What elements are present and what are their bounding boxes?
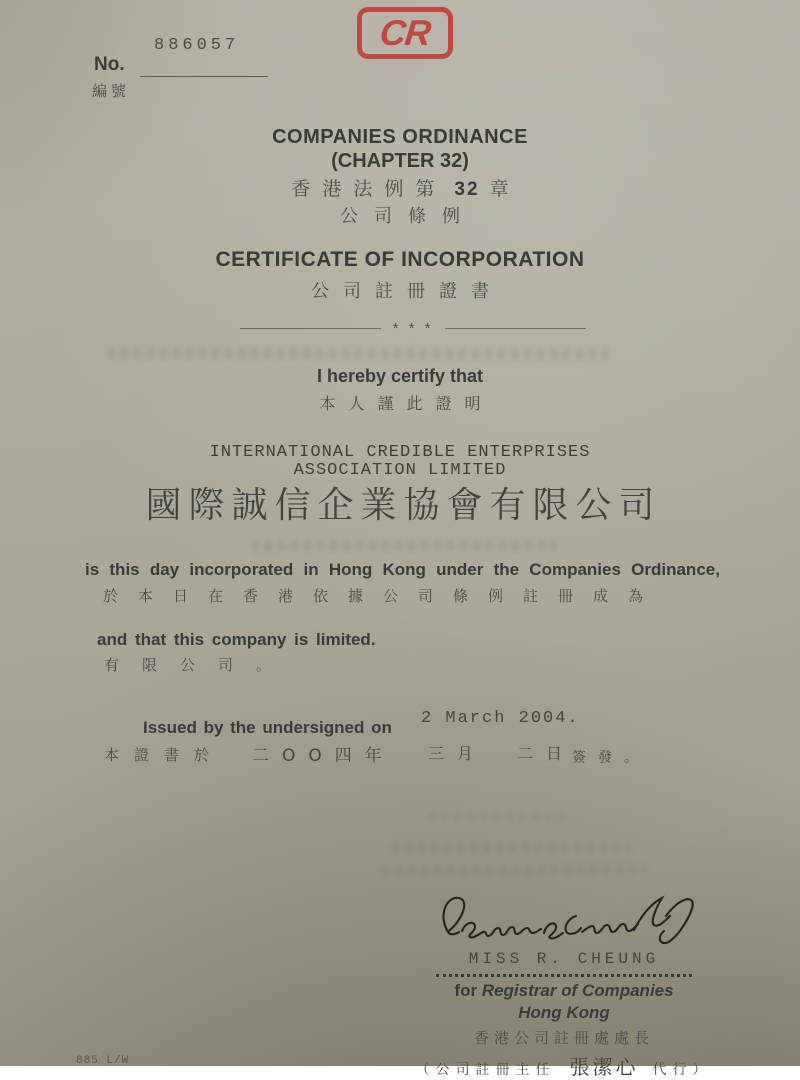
serial-underline: [140, 76, 268, 77]
limited-statement: and that this company is limited.: [97, 630, 376, 649]
company-name-chinese: 國際誠信企業協會有限公司: [145, 485, 662, 526]
serial-number: 886057: [154, 36, 240, 55]
companies-registry-logo: [357, 7, 453, 59]
ghost-showthrough: [108, 347, 608, 360]
no-label: No.: [94, 54, 125, 75]
ghost-showthrough: [252, 540, 557, 552]
company-name-line2: ASSOCIATION LIMITED: [293, 461, 507, 480]
ghost-showthrough: [392, 842, 632, 853]
star-divider: [240, 320, 586, 337]
cr-logo-text: CR: [377, 12, 433, 53]
deputy-open: （公司註冊主任: [415, 1062, 556, 1078]
divider-stars: * * *: [392, 320, 434, 337]
issue-chinese-month: 三月: [428, 744, 487, 763]
company-name-line1: INTERNATIONAL CREDIBLE ENTERPRISES: [209, 443, 591, 462]
certificate-title: CERTIFICATE OF INCORPORATION: [215, 248, 585, 271]
signer-name: MISS R. CHEUNG: [468, 950, 660, 968]
deputy-close: 代行）: [652, 1062, 713, 1078]
divider-line-left: [240, 328, 381, 329]
certify-statement: I hereby certify that: [316, 366, 484, 386]
handwritten-signature: [426, 886, 702, 948]
divider-line-right: [445, 328, 586, 329]
for-word: for: [454, 981, 478, 1000]
issued-statement: Issued by the undersigned on: [143, 718, 392, 737]
incorporation-statement: is this day incorporated in Hong Kong under the Companies Ordinance,: [85, 560, 720, 579]
for-registrar-line: [400, 981, 728, 1001]
limited-statement-chinese: 有限公司。: [104, 656, 295, 674]
form-code: 885 L/W: [76, 1055, 130, 1067]
issue-chinese-day: 二日: [517, 744, 576, 763]
incorporation-statement-chinese: 於本日在香港依據公司條例註冊成為: [103, 587, 664, 605]
chapter-title: (CHAPTER 32): [331, 150, 469, 172]
issue-chinese-prefix: 本證書於: [104, 746, 225, 764]
ordinance-title-chinese: [0, 174, 800, 201]
signature-block: [400, 886, 728, 1080]
no-label-chinese: 編號: [92, 82, 131, 100]
signature-dotted-line: [436, 974, 692, 977]
deputy-signer-name: 張潔心: [569, 1055, 639, 1079]
certificate-title-chinese: 公司註冊證書: [311, 281, 503, 302]
certify-statement-chinese: 本人謹此證明: [319, 394, 494, 413]
registrar-title: Registrar of Companies: [481, 981, 674, 1000]
ordinance-title: COMPANIES ORDINANCE: [272, 126, 528, 148]
ghost-showthrough: [428, 812, 568, 822]
issue-chinese-year: 二OO四年: [252, 746, 395, 766]
companies-ordinance-chinese: 公司條例: [340, 206, 476, 227]
issue-date: 2 March 2004.: [421, 709, 580, 728]
issue-chinese-suffix: 簽發。: [572, 750, 650, 766]
law-prefix: 香港法例第: [291, 178, 447, 200]
registrar-title-chinese: 香港公司註冊處處長: [473, 1029, 654, 1047]
place-hong-kong: Hong Kong: [518, 1003, 610, 1022]
ghost-showthrough: [382, 864, 647, 875]
deputy-line: [400, 1051, 728, 1080]
law-number: 32: [454, 179, 480, 200]
law-suffix: 章: [489, 178, 509, 200]
